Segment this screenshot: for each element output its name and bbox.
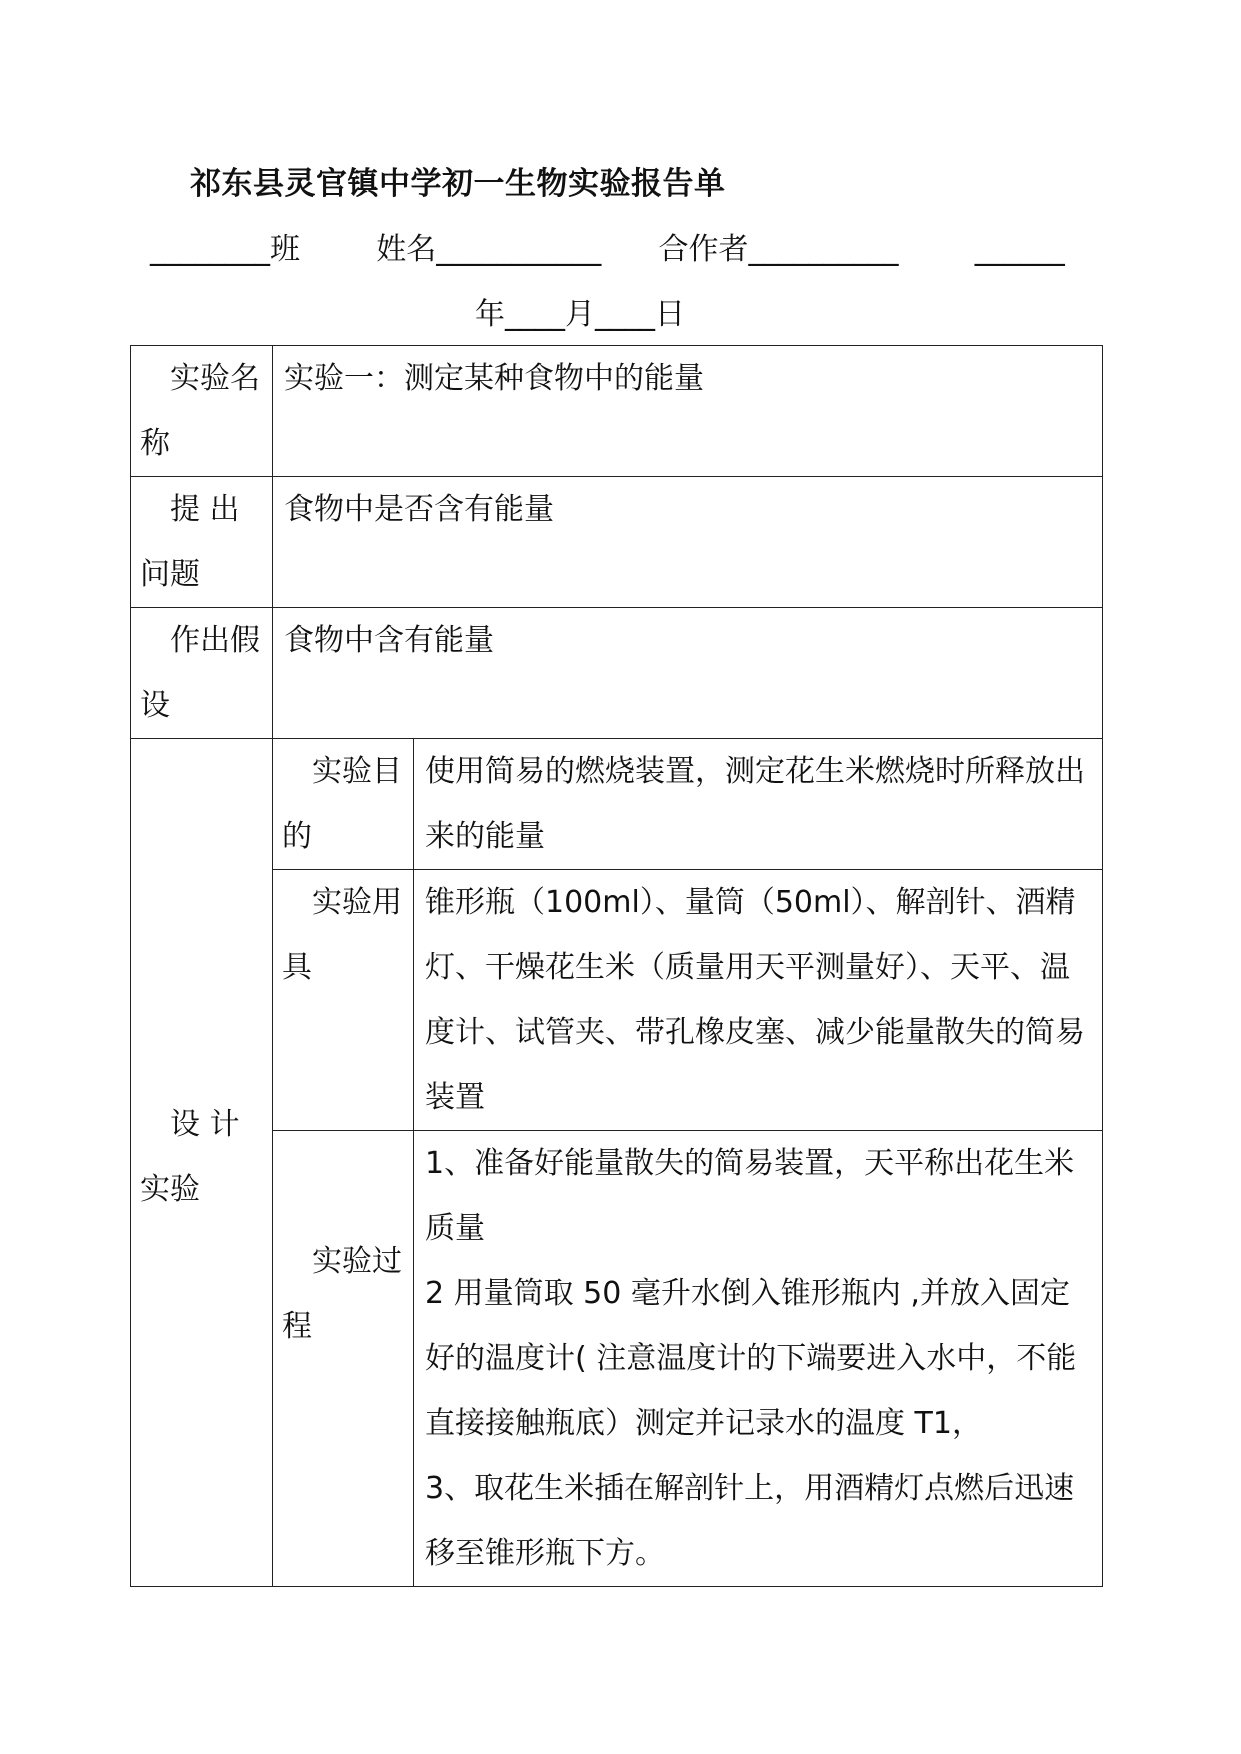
value-purpose: 使用简易的燃烧装置，测定花生米燃烧时所释放出来的能量 [414,739,1103,870]
value-hypothesis: 食物中含有能量 [273,608,1103,739]
process-step: 1、准备好能量散失的简易装置，天平称出花生米质量 [425,1146,1075,1246]
student-info-line: ________班 姓名___________ 合作者__________ ______ [150,232,1065,267]
label-experiment-name: 实验名称 [131,346,273,477]
date-line: 年____月____日 [475,297,685,332]
row-purpose [131,739,1103,870]
row-question [131,477,1103,608]
label-question: 提 出问题 [131,477,273,608]
page-title: 祁东县灵官镇中学初一生物实验报告单 [190,166,726,202]
experiment-report-table [130,345,1103,1587]
row-experiment-name [131,346,1103,477]
process-step: 3、取花生米插在解剖针上，用酒精灯点燃后迅速移至锥形瓶下方。 [425,1471,1075,1571]
row-hypothesis [131,608,1103,739]
label-purpose: 实验目的 [273,739,414,870]
label-hypothesis: 作出假设 [131,608,273,739]
value-question: 食物中是否含有能量 [273,477,1103,608]
label-process: 实验过程 [273,1131,414,1587]
row-process [131,1131,1103,1587]
row-equipment [131,870,1103,1131]
label-equipment: 实验用具 [273,870,414,1131]
value-experiment-name: 实验一：测定某种食物中的能量 [273,346,1103,477]
process-step: 2 用量筒取 50 毫升水倒入锥形瓶内 ,并放入固定好的温度计( 注意温度计的下端要进入水中，不能直接接触瓶底）测定并记录水的温度 T1， [425,1276,1077,1441]
label-design: 设 计实验 [131,739,273,1587]
value-process [414,1131,1103,1587]
value-equipment: 锥形瓶（100ml）、量筒（50ml）、解剖针、酒精灯、干燥花生米（质量用天平测量好）、天平、温度计、试管夹、带孔橡皮塞、减少能量散失的简易装置 [414,870,1103,1131]
